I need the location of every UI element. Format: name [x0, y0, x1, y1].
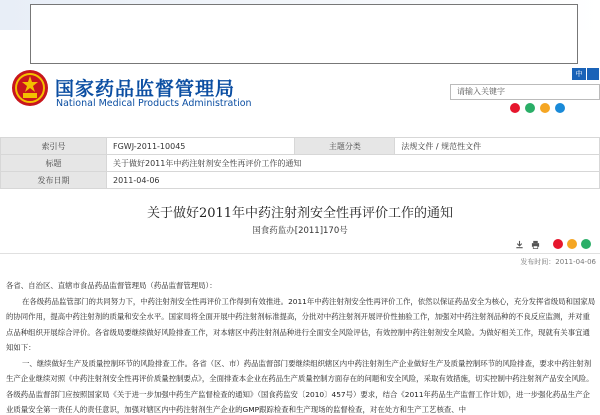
print-icon[interactable]	[531, 240, 540, 249]
language-switch-button-2[interactable]	[587, 68, 599, 80]
document-meta-table	[0, 137, 600, 189]
qq-icon[interactable]	[555, 103, 565, 113]
document-share-tools	[553, 239, 591, 249]
site-subtitle: National Medical Products Administration	[56, 98, 252, 109]
language-switch-button[interactable]: 中	[572, 68, 586, 80]
meta-row-date	[1, 172, 600, 189]
meta-row-index	[1, 138, 600, 155]
document-number: 国食药监办[2011]170号	[252, 226, 348, 236]
category-label: 主题分类	[295, 138, 395, 155]
weibo-icon[interactable]	[510, 103, 520, 113]
date-value: 2011-04-06	[107, 172, 600, 189]
blank-overlay-box	[30, 4, 578, 64]
category-value: 法规文件 / 规范性文件	[395, 138, 600, 155]
index-label: 索引号	[1, 138, 107, 155]
document-tools	[515, 240, 540, 249]
header-share-row	[510, 103, 565, 113]
search-input[interactable]: 请输入关键字	[450, 84, 600, 100]
qzone-icon[interactable]	[540, 103, 550, 113]
site-header	[0, 0, 600, 125]
site-title[interactable]: 国家药品监督管理局	[55, 78, 236, 100]
publish-time: 发布时间：2011-04-06	[520, 258, 596, 266]
download-icon[interactable]	[515, 240, 524, 249]
date-label: 发布日期	[1, 172, 107, 189]
wechat-icon[interactable]	[525, 103, 535, 113]
wechat-icon[interactable]	[581, 239, 591, 249]
index-value: FGWJ-2011-10045	[107, 138, 295, 155]
qzone-icon[interactable]	[567, 239, 577, 249]
document-body	[6, 278, 596, 415]
weibo-icon[interactable]	[553, 239, 563, 249]
document-title: 关于做好2011年中药注射剂安全性再评价工作的通知	[146, 206, 454, 221]
meta-row-title	[1, 155, 600, 172]
national-emblem-icon	[10, 68, 50, 108]
body-paragraph-item-1: 一、继续做好生产及质量控制环节的风险排查工作。各省（区、市）药品监督部门要继续组织辖区内中药注射剂生产企业做好生产及质量控制环节的风险排查，要求中药注射剂生产企业继续对照《中药注射剂安全性再评价质量控制要点》，全面排查本企业在药品生产质量控制方面存在的问题和安全风险，采取有效措施，切实控制中药注射剂产品安全风险。各级药品监督部门应按照国家局《关于进一步加强中药生产监督检查的通知》（国食药监安〔2010〕457号）要求，结合《2011年药品生产监督工作计划》，进一步强化药品生产企业质量安全第一责任人的责任意识，加强对辖区内中药注射剂生产企业的GMP跟踪检查和生产现场的监督检查，对在处方和生产工艺核查、中	[6, 358, 594, 414]
divider	[0, 253, 600, 254]
title-value: 关于做好2011年中药注射剂安全性再评价工作的通知	[107, 155, 600, 172]
body-paragraph-salutation: 各省、自治区、直辖市食品药品监督管理局（药品监督管理局）：	[6, 281, 217, 290]
title-label: 标题	[1, 155, 107, 172]
body-paragraph-intro: 在各级药品监管部门的共同努力下，中药注射剂安全性再评价工作得到有效推进。2011年中药注射剂安全性再评价工作，依然以保证药品安全为核心，充分发挥省级局和国家局的协同作用，提高中药注射剂的质量和安全水平。国家局将全面开展中药注射剂标准提高，分批对中药注射剂开展评价性抽验工作，加强对中药注射剂品种的不良反应监测，并对重点品种组织开展综合评价。各省级局要继续做好风险排查工作，对本辖区中药注射剂品种进行全面安全风险评估，有效控制中药注射剂安全风险。为做好相关工作，现就有关事宜通知如下：	[6, 296, 596, 352]
